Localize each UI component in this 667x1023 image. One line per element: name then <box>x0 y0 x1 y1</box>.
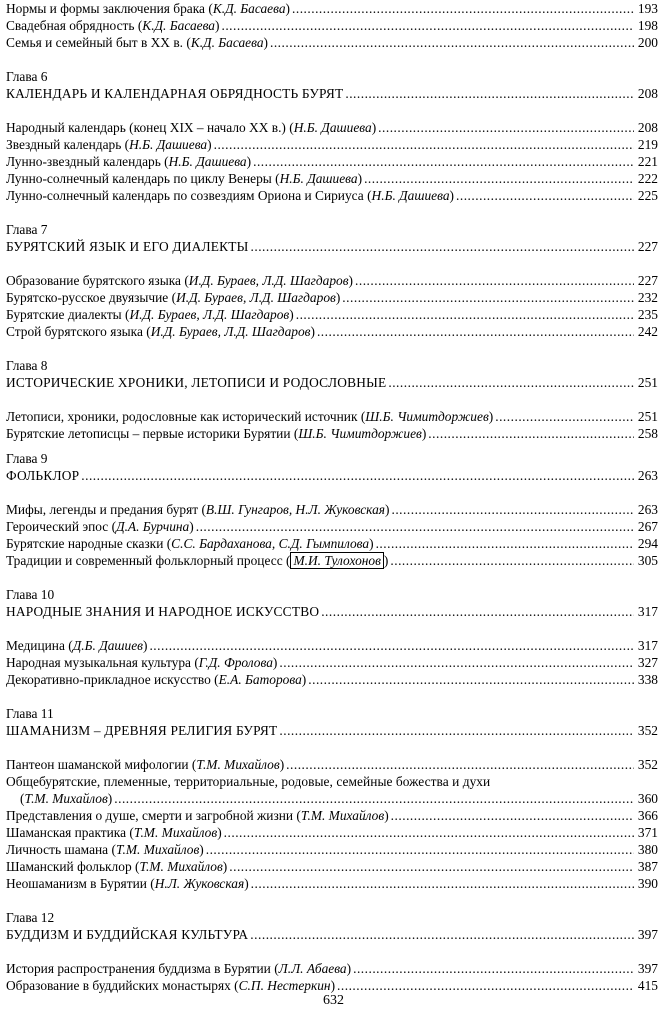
toc-entry[interactable] <box>6 875 658 892</box>
entry-title: Неошаманизм в Бурятии (Н.Л. Жуковская) <box>6 876 249 891</box>
chapter-title[interactable]: ИСТОРИЧЕСКИЕ ХРОНИКИ, ЛЕТОПИСИ И РОДОСЛОВНЫЕ ..... 251 <box>6 374 658 391</box>
toc-entry[interactable] <box>6 824 658 841</box>
toc-entry[interactable] <box>6 119 658 136</box>
entry-page: 371 <box>637 825 658 840</box>
toc-entry[interactable] <box>6 187 658 204</box>
chapter-page: 397 <box>637 927 658 942</box>
entry-page: 294 <box>637 536 658 551</box>
toc-entry[interactable] <box>6 807 658 824</box>
entry-title: Общебурятские, племенные, территориальные, родовые, семейные божества и духи <box>6 774 491 789</box>
entry-page: 415 <box>637 978 658 993</box>
entry-page: 200 <box>637 35 658 50</box>
entry-title: Бурятские диалекты (И.Д. Бураев, Л.Д. Шагдаров) <box>6 307 294 322</box>
toc-entry[interactable] <box>6 0 658 17</box>
entry-title: Строй бурятского языка (И.Д. Бураев, Л.Д. Шагдаров) <box>6 324 315 339</box>
entry-title: Шаманский фольклор (Т.М. Михайлов) <box>6 859 228 874</box>
entry-title: Летописи, хроники, родословные как исторический источник (Ш.Б. Чимитдоржиев) <box>6 409 494 424</box>
chapter-label: Глава 12 <box>6 910 55 925</box>
chapter-section <box>6 357 658 442</box>
chapter-label: Глава 7 <box>6 222 48 237</box>
toc-entry[interactable] <box>6 535 658 552</box>
toc-entry[interactable] <box>6 977 658 994</box>
entry-page: 352 <box>637 757 658 772</box>
entry-page: 366 <box>637 808 658 823</box>
entry-page: 387 <box>637 859 658 874</box>
entry-page: 390 <box>637 876 658 891</box>
toc-entry[interactable] <box>6 34 658 51</box>
toc-entry[interactable] <box>6 136 658 153</box>
chapter-section <box>6 909 658 994</box>
chapter-page: 317 <box>637 604 658 619</box>
entry-page: 263 <box>637 502 658 517</box>
entry-page: 198 <box>637 18 658 33</box>
table-of-contents <box>6 0 658 994</box>
chapter-page: 251 <box>637 375 658 390</box>
entry-title: Пантеон шаманской мифологии (Т.М. Михайлов) <box>6 757 285 772</box>
chapter-page: 263 <box>637 468 658 483</box>
toc-entry[interactable] <box>6 408 658 425</box>
entry-title: Медицина (Д.Б. Дашиев) <box>6 638 148 653</box>
entry-title: Свадебная обрядность (К.Д. Басаева) <box>6 18 220 33</box>
toc-entry[interactable] <box>6 518 658 535</box>
entry-title: Семья и семейный быт в XX в. (К.Д. Басаева) <box>6 35 268 50</box>
chapter-section <box>6 450 658 569</box>
toc-entry[interactable] <box>6 654 658 671</box>
entry-title: Народная музыкальная культура (Г.Д. Фролова) <box>6 655 278 670</box>
entry-page: 267 <box>637 519 658 534</box>
entry-title: Лунно-солнечный календарь по циклу Венеры (Н.Б. Дашиева) <box>6 171 363 186</box>
toc-entry[interactable] <box>6 671 658 688</box>
chapter-label: Глава 8 <box>6 358 48 373</box>
entry-page: 222 <box>637 171 658 186</box>
toc-entry[interactable] <box>6 17 658 34</box>
entry-page: 317 <box>637 638 658 653</box>
toc-entry[interactable] <box>6 425 658 442</box>
entry-title: Бурятские народные сказки (С.С. Бардаханова, С.Д. Гымпилова) <box>6 536 374 551</box>
entry-page: 360 <box>637 791 658 806</box>
toc-entry[interactable] <box>6 323 658 340</box>
entry-author: Т.М. Михайлов <box>24 791 108 806</box>
chapter-label: Глава 9 <box>6 451 48 466</box>
entry-title: Традиции и современный фольклорный процесс ( М.И. Тулохонов ) <box>6 553 389 568</box>
entry-title: История распространения буддизма в Бурятии (Л.Л. Абаева) <box>6 961 352 976</box>
chapter-section <box>6 586 658 688</box>
chapter-page: 208 <box>637 86 658 101</box>
entry-title: Звездный календарь (Н.Б. Дашиева) <box>6 137 212 152</box>
entry-page: 242 <box>637 324 658 339</box>
toc-entry[interactable] <box>6 170 658 187</box>
chapter-page: 352 <box>637 723 658 738</box>
entry-page: 227 <box>637 273 658 288</box>
entry-page: 232 <box>637 290 658 305</box>
toc-entry[interactable] <box>6 960 658 977</box>
entry-title: Образование бурятского языка (И.Д. Бураев, Л.Д. Шагдаров) <box>6 273 354 288</box>
chapter-title[interactable]: БУДДИЗМ И БУДДИЙСКАЯ КУЛЬТУРА ..... 397 <box>6 926 658 943</box>
toc-entry[interactable] <box>6 306 658 323</box>
chapter-title[interactable]: НАРОДНЫЕ ЗНАНИЯ И НАРОДНОЕ ИСКУССТВО ..... 317 <box>6 603 658 620</box>
entry-title: Героический эпос (Д.А. Бурчина) <box>6 519 194 534</box>
toc-entry[interactable] <box>6 552 658 569</box>
chapter-title[interactable]: ФОЛЬКЛОР ..... 263 <box>6 467 658 484</box>
toc-entry[interactable] <box>6 756 658 773</box>
toc-entry[interactable] <box>6 501 658 518</box>
entry-title: Лунно-звездный календарь (Н.Б. Дашиева) <box>6 154 252 169</box>
chapter-section <box>6 68 658 204</box>
entry-page: 193 <box>637 1 658 16</box>
toc-entry[interactable] <box>6 153 658 170</box>
toc-entry[interactable] <box>6 637 658 654</box>
entry-title: Шаманская практика (Т.М. Михайлов) <box>6 825 222 840</box>
chapter-title[interactable]: КАЛЕНДАРЬ И КАЛЕНДАРНАЯ ОБРЯДНОСТЬ БУРЯТ ..... 208 <box>6 85 658 102</box>
entry-title: Образование в буддийских монастырях (С.П. Нестеркин) <box>6 978 336 993</box>
toc-entry[interactable] <box>6 841 658 858</box>
chapter-label: Глава 10 <box>6 587 55 602</box>
entry-page: 221 <box>637 154 658 169</box>
toc-entry[interactable]: Общебурятские, племенные, территориальные, родовые, семейные божества и духи (Т.М. Михайлов) ..... 360 <box>6 773 658 807</box>
entry-page: 380 <box>637 842 658 857</box>
chapter-section <box>6 221 658 340</box>
entry-title: Личность шамана (Т.М. Михайлов) <box>6 842 204 857</box>
entry-title: Лунно-солнечный календарь по созвездиям Ориона и Сириуса (Н.Б. Дашиева) <box>6 188 455 203</box>
chapter-title[interactable]: ШАМАНИЗМ – ДРЕВНЯЯ РЕЛИГИЯ БУРЯТ ..... 352 <box>6 722 658 739</box>
toc-entry[interactable] <box>6 289 658 306</box>
entry-title: Бурятско-русское двуязычие (И.Д. Бураев, Л.Д. Шагдаров) <box>6 290 341 305</box>
entry-page: 225 <box>637 188 658 203</box>
chapter-label: Глава 11 <box>6 706 54 721</box>
chapter-title[interactable]: БУРЯТСКИЙ ЯЗЫК И ЕГО ДИАЛЕКТЫ ..... 227 <box>6 238 658 255</box>
chapter-section <box>6 705 658 892</box>
entry-page: 235 <box>637 307 658 322</box>
chapter-label: Глава 6 <box>6 69 48 84</box>
entry-title: Декоративно-прикладное искусство (Е.А. Баторова) <box>6 672 307 687</box>
page-number: 632 <box>323 993 344 1008</box>
toc-entry[interactable] <box>6 272 658 289</box>
entry-page: 327 <box>637 655 658 670</box>
entry-title: Мифы, легенды и предания бурят (В.Ш. Гунгаров, Н.Л. Жуковская) <box>6 502 390 517</box>
entry-title: Бурятские летописцы – первые историки Бурятии (Ш.Б. Чимитдоржиев) <box>6 426 427 441</box>
entry-page: 397 <box>637 961 658 976</box>
entry-title: Нормы и формы заключения брака (К.Д. Басаева) <box>6 1 290 16</box>
toc-entry[interactable] <box>6 858 658 875</box>
entry-page: 251 <box>637 409 658 424</box>
chapter-page: 227 <box>637 239 658 254</box>
entry-page: 219 <box>637 137 658 152</box>
entry-page: 258 <box>637 426 658 441</box>
entry-page: 338 <box>637 672 658 687</box>
entry-page: 305 <box>637 553 658 568</box>
highlighted-author: М.И. Тулохонов <box>290 552 383 569</box>
entry-title: Народный календарь (конец XIX – начало XX в.) (Н.Б. Дашиева) <box>6 120 377 135</box>
entry-page: 208 <box>637 120 658 135</box>
entry-title: Представления о душе, смерти и загробной жизни (Т.М. Михайлов) <box>6 808 389 823</box>
